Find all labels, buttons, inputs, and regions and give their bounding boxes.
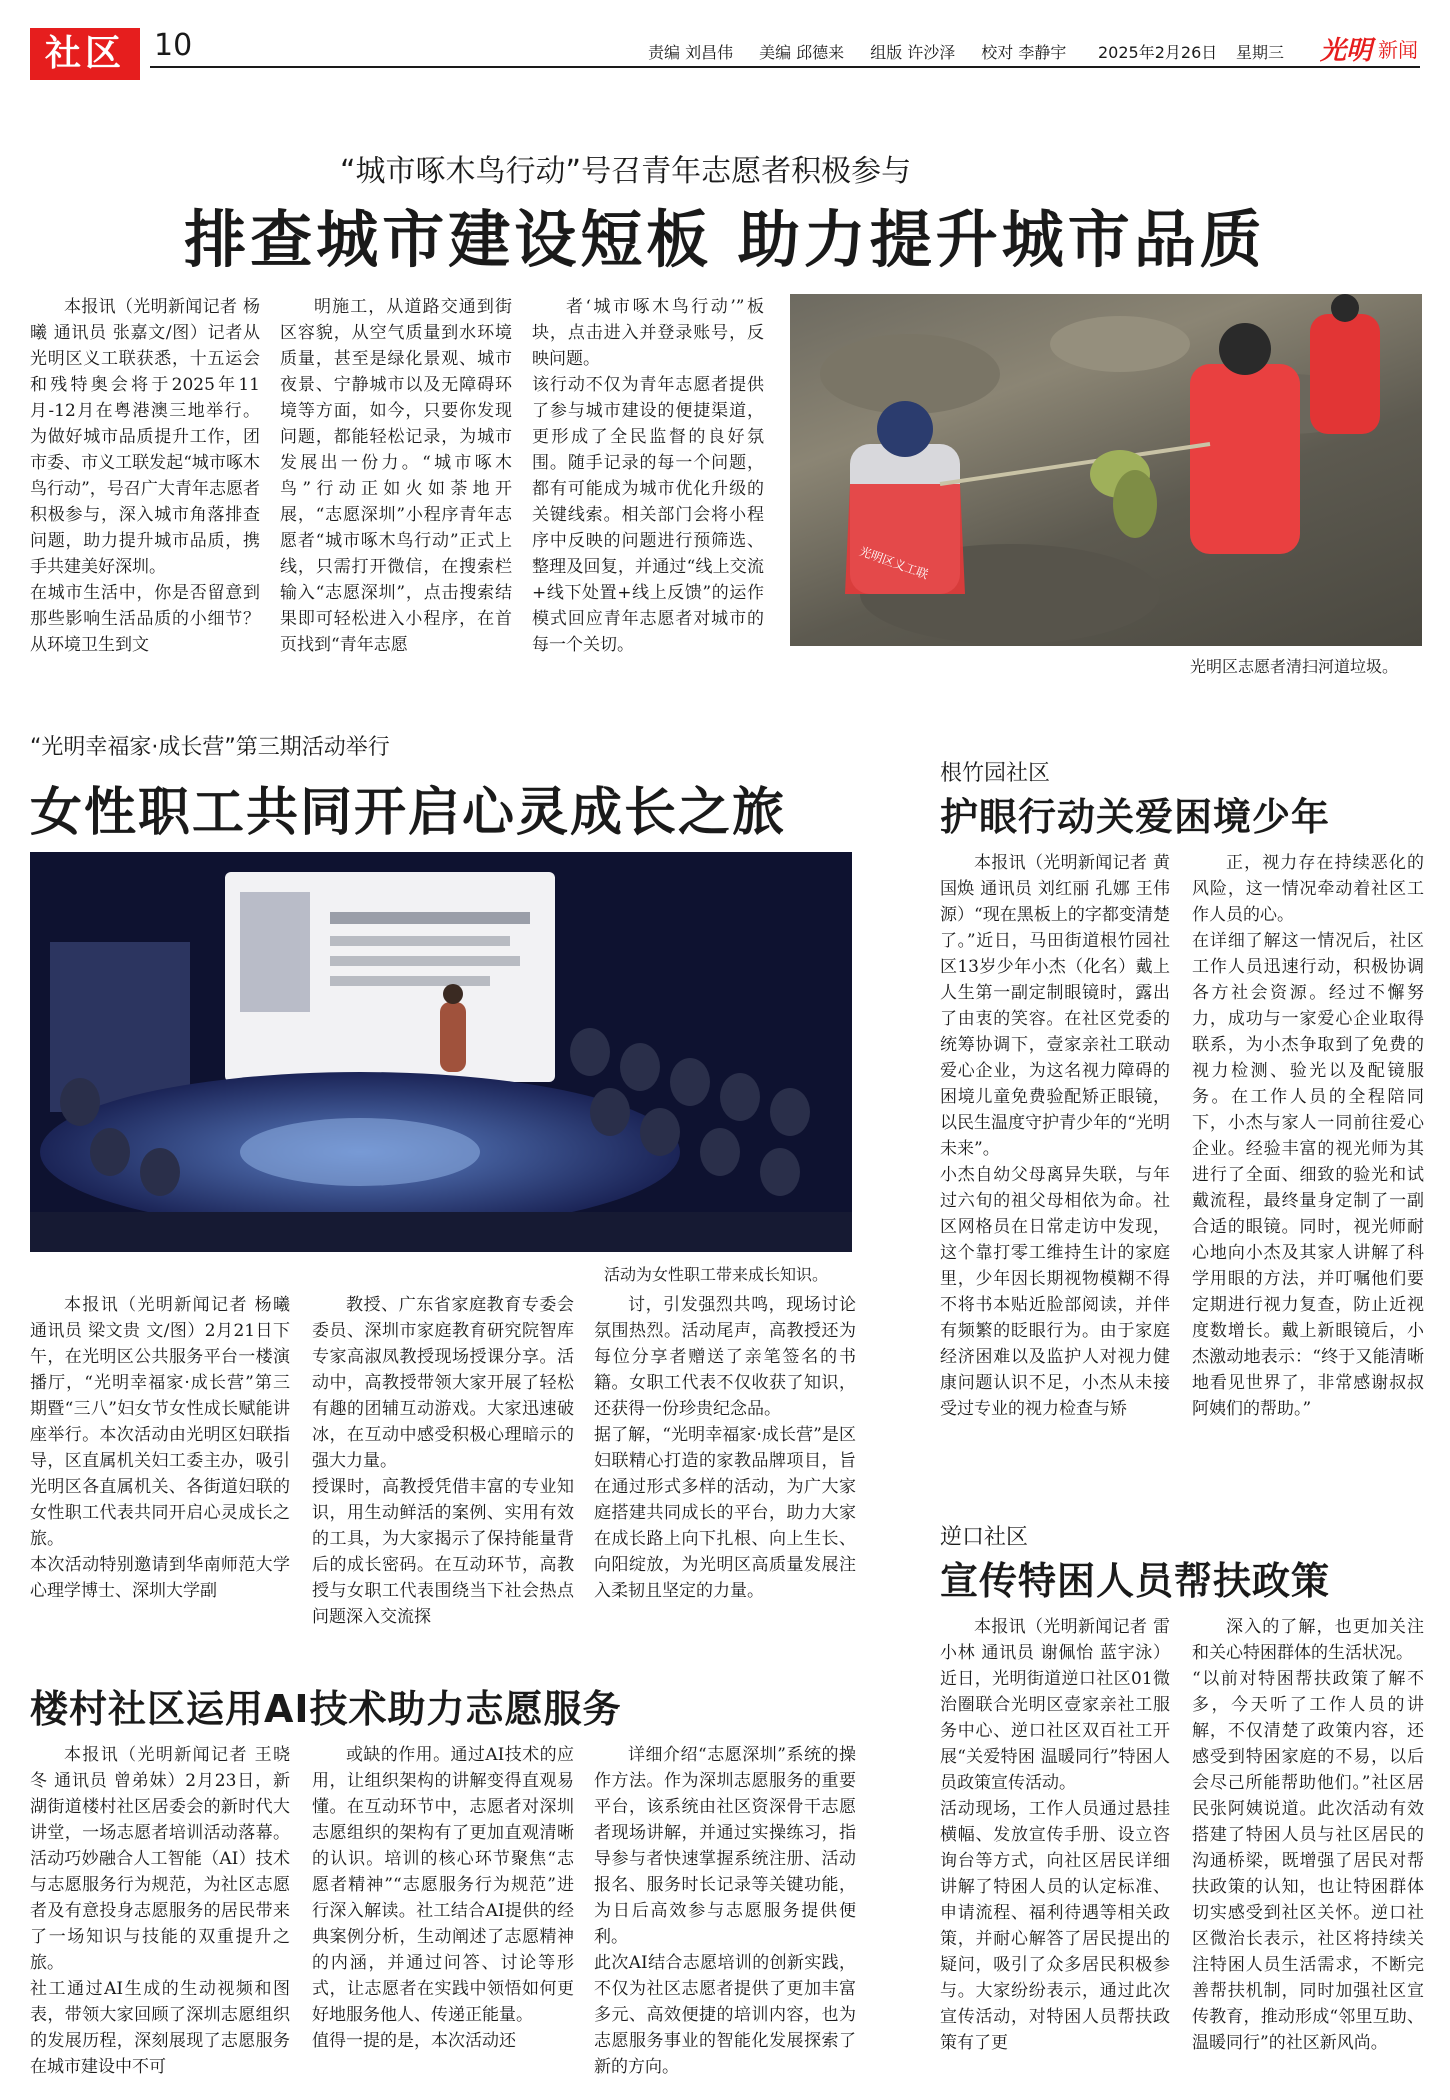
article1-col-2: 明施工，从道路交通到街区容貌，从空气质量到水环境质量，甚至是绿化景观、城市夜景、宁静城市以及无障碍环境等方面，如今，只要你发现问题，都能轻松记录，为城市发展出一份力。“城市啄木鸟”行动正如火如荼地开展，“志愿深圳”小程序青年志愿者“城市啄木鸟行动”正式上线，只需打开微信，在搜索栏输入“志愿深圳”，点击搜索结果即可轻松进入小程序，在首页找到“青年志愿: [280, 297, 512, 655]
vest-text: 光明区义工联: [857, 544, 931, 582]
article5-col-2: 深入的了解，也更加关注和关心特困群体的生活状况。 “以前对特困帮扶政策了解不多，今天听了工作人员的讲解，不仅清楚了政策内容，还感受到特困家庭的不易，以后会尽己所能帮助他们。”社区居民张阿姨说道。此次活动有效搭建了特困人员与社区居民的沟通桥梁，既增强了居民对帮扶政策的认知，也让特困群体切实感受到社区关怀。逆口社区微治长表示，社区将持续关注特困人员生活需求，不断完善帮扶机制，同时加强社区宣传教育，推动形成“邻里互助、温暖同行”的社区新风尚。: [1192, 1617, 1424, 2053]
issue-date: 2025年2月26日: [1098, 43, 1218, 62]
article2-col-3: 讨，引发强烈共鸣，现场讨论氛围热烈。活动尾声，高教授还为每位分享者赠送了亲笔签名的书籍。女职工代表不仅收获了知识，还获得一份珍贵纪念品。 据了解，“光明幸福家·成长营”是区妇联精心打造的家教品牌项目，旨在通过形式多样的活动，为广大家庭搭建共同成长的平台，助力大家在成长路上向下扎根、向上生长、向阳绽放，为光明区高质量发展注入柔韧且坚定的力量。: [594, 1295, 856, 1601]
editor-credits: [648, 40, 1066, 63]
article5-kicker: 逆口社区: [940, 1525, 1029, 1550]
page-number: 10: [154, 28, 193, 63]
article4-kicker: 根竹园社区: [940, 761, 1051, 786]
article2-kicker: “光明幸福家·成长营”第三期活动举行: [30, 735, 390, 760]
article2-col-2: 教授、广东省家庭教育专委会委员、深圳市家庭教育研究院智库专家高淑凤教授现场授课分享。活动中，高教授带领大家开展了轻松有趣的团辅互动游戏。大家迅速破冰，在互动中感受积极心理暗示的强大力量。 授课时，高教授凭借丰富的专业知识，用生动鲜活的案例、实用有效的工具，为大家揭示了保持能量背后的成长密码。在互动环节，高教授与女职工代表围绕当下社会热点问题深入交流探: [312, 1295, 574, 1627]
credit-item: 责编 刘昌伟: [648, 43, 734, 62]
article1-photo: [790, 294, 1422, 646]
article4-title: 护眼行动关爱困境少年: [940, 795, 1331, 839]
brand-logo-suffix: 新闻: [1378, 38, 1419, 62]
brand-logo-mark: 光明: [1320, 36, 1373, 66]
article1-kicker: “城市啄木鸟行动”号召青年志愿者积极参与: [340, 154, 912, 189]
article3-col-3: 详细介绍“志愿深圳”系统的操作方法。作为深圳志愿服务的重要平台，该系统由社区资深骨干志愿者现场讲解，并通过实操练习，指导参与者快速掌握系统注册、活动报名、服务时长记录等关键功能，为日后高效参与志愿服务提供便利。 此次AI结合志愿培训的创新实践，不仅为社区志愿者提供了更加丰富多元、高效便捷的培训内容，也为志愿服务事业的智能化发展探索了新的方向。: [594, 1745, 856, 2077]
article1-title: 排查城市建设短板 助力提升城市品质: [184, 203, 1266, 276]
river-cleanup-illustration: [790, 294, 1422, 646]
article4-col-2: 正，视力存在持续恶化的风险，这一情况牵动着社区工作人员的心。 在详细了解这一情况后，社区工作人员迅速行动，积极协调各方社会资源。经过不懈努力，成功与一家爱心企业取得联系，为小杰争取到了免费的视力检测、验光以及配镜服务。在工作人员的全程陪同下，小杰与家人一同前往爱心企业。经验丰富的视光师为其进行了全面、细致的验光和试戴流程，最终量身定制了一副合适的眼镜。同时，视光师耐心地向小杰及其家人讲解了科学用眼的方法，并叮嘱他们要定期进行视力复查，防止近视度数增长。戴上新眼镜后，小杰激动地表示：“终于又能清晰地看见世界了，非常感谢叔叔阿姨们的帮助。”: [1192, 853, 1424, 1419]
brand-logo: [1320, 30, 1418, 67]
article3-title: 楼村社区运用AI技术助力志愿服务: [30, 1687, 622, 1731]
article5-title: 宣传特困人员帮扶政策: [940, 1559, 1331, 1603]
article1-photo-caption: 光明区志愿者清扫河道垃圾。: [1190, 657, 1399, 676]
article3-col-2: 或缺的作用。通过AI技术的应用，让组织架构的讲解变得直观易懂。在互动环节中，志愿者对深圳志愿组织的架构有了更加直观清晰的认识。培训的核心环节聚焦“志愿者精神”“志愿服务行为规范”进行深入解读。社工结合AI提供的经典案例分析，生动阐述了志愿精神的内涵，并通过问答、讨论等形式，让志愿者在实践中领悟如何更好地服务他人、传递正能量。 值得一提的是，本次活动还: [312, 1745, 574, 2051]
credit-item: 校对 李静宇: [981, 43, 1067, 62]
article2-title: 女性职工共同开启心灵成长之旅: [30, 783, 787, 843]
article2-col-1: 本报讯（光明新闻记者 杨曦 通讯员 梁文贵 文/图）2月21日下午，在光明区公共服务平台一楼演播厅，“光明幸福家·成长营”第三期暨“三八”妇女节女性成长赋能讲座举行。本次活动由光明区妇联指导，区直属机关妇工委主办，吸引光明区各直属机关、各街道妇联的女性职工代表共同开启心灵成长之旅。 本次活动特别邀请到华南师范大学心理学博士、深圳大学副: [30, 1295, 290, 1601]
article5-col-1: 本报讯（光明新闻记者 雷小林 通讯员 谢佩怡 蓝宇泳）近日，光明街道逆口社区01微治圈联合光明区壹家亲社工服务中心、逆口社区双百社工开展“关爱特困 温暖同行”特困人员政策宣传活动。 活动现场，工作人员通过悬挂横幅、发放宣传手册、设立咨询台等方式，向社区居民详细讲解了特困人员的认定标准、申请流程、福利待遇等相关政策，并耐心解答了居民提出的疑问，吸引了众多居民积极参与。大家纷纷表示，通过此次宣传活动，对特困人员帮扶政策有了更: [940, 1617, 1170, 2053]
header-rule: [150, 66, 1420, 68]
issue-weekday: 星期三: [1236, 43, 1285, 62]
article2-photo: [30, 852, 852, 1252]
section-tag: 社区: [30, 28, 140, 80]
article1-col-1: 本报讯（光明新闻记者 杨曦 通讯员 张嘉文/图）记者从光明区义工联获悉，十五运会和残特奥会将于2025年11月-12月在粤港澳三地举行。为做好城市品质提升工作，团市委、市义工联发起“城市啄木鸟行动”，号召广大青年志愿者积极参与，深入城市角落排查问题，助力提升城市品质，携手共建美好深圳。 在城市生活中，你是否留意到那些影响生活品质的小细节？从环境卫生到文: [30, 297, 260, 655]
credit-item: 美编 邱德来: [759, 43, 845, 62]
article4-col-1: 本报讯（光明新闻记者 黄国焕 通讯员 刘红丽 孔娜 王伟源）“现在黑板上的字都变清楚了。”近日，马田街道根竹园社区13岁少年小杰（化名）戴上人生第一副定制眼镜时，露出了由衷的笑容。在社区党委的统筹协调下，壹家亲社工联动爱心企业，为这名视力障碍的困境儿童免费验配矫正眼镜，以民生温度守护青少年的“光明未来”。 小杰自幼父母离异失联，与年过六旬的祖父母相依为命。社区网格员在日常走访中发现，这个靠打零工维持生计的家庭里，少年因长期视物模糊不得不将书本贴近脸部阅读，并伴有频繁的眨眼行为。由于家庭经济困难以及监护人对视力健康问题认识不足，小杰从未接受过专业的视力检查与矫: [940, 853, 1170, 1419]
credit-item: 组版 许沙泽: [870, 43, 956, 62]
seminar-stage-illustration: [30, 852, 852, 1252]
article3-col-1: 本报讯（光明新闻记者 王晓冬 通讯员 曾弟妹）2月23日，新湖街道楼村社区居委会的新时代大讲堂，一场志愿者培训活动落幕。活动巧妙融合人工智能（AI）技术与志愿服务行为规范，为社区志愿者及有意投身志愿服务的居民带来了一场知识与技能的双重提升之旅。 社工通过AI生成的生动视频和图表，带领大家回顾了深圳志愿组织的发展历程，深刻展现了志愿服务在城市建设中不可: [30, 1745, 290, 2077]
article2-photo-caption: 活动为女性职工带来成长知识。: [604, 1265, 829, 1284]
article1-col-3: 者‘城市啄木鸟行动’”板块，点击进入并登录账号，反映问题。 该行动不仅为青年志愿者提供了参与城市建设的便捷渠道，更形成了全民监督的良好氛围。随手记录的每一个问题，都有可能成为城市优化升级的关键线索。相关部门会将小程序中反映的问题进行预筛选、整理及回复，并通过“线上交流+线下处置+线上反馈”的运作模式回应青年志愿者对城市的每一个关切。: [532, 297, 764, 655]
